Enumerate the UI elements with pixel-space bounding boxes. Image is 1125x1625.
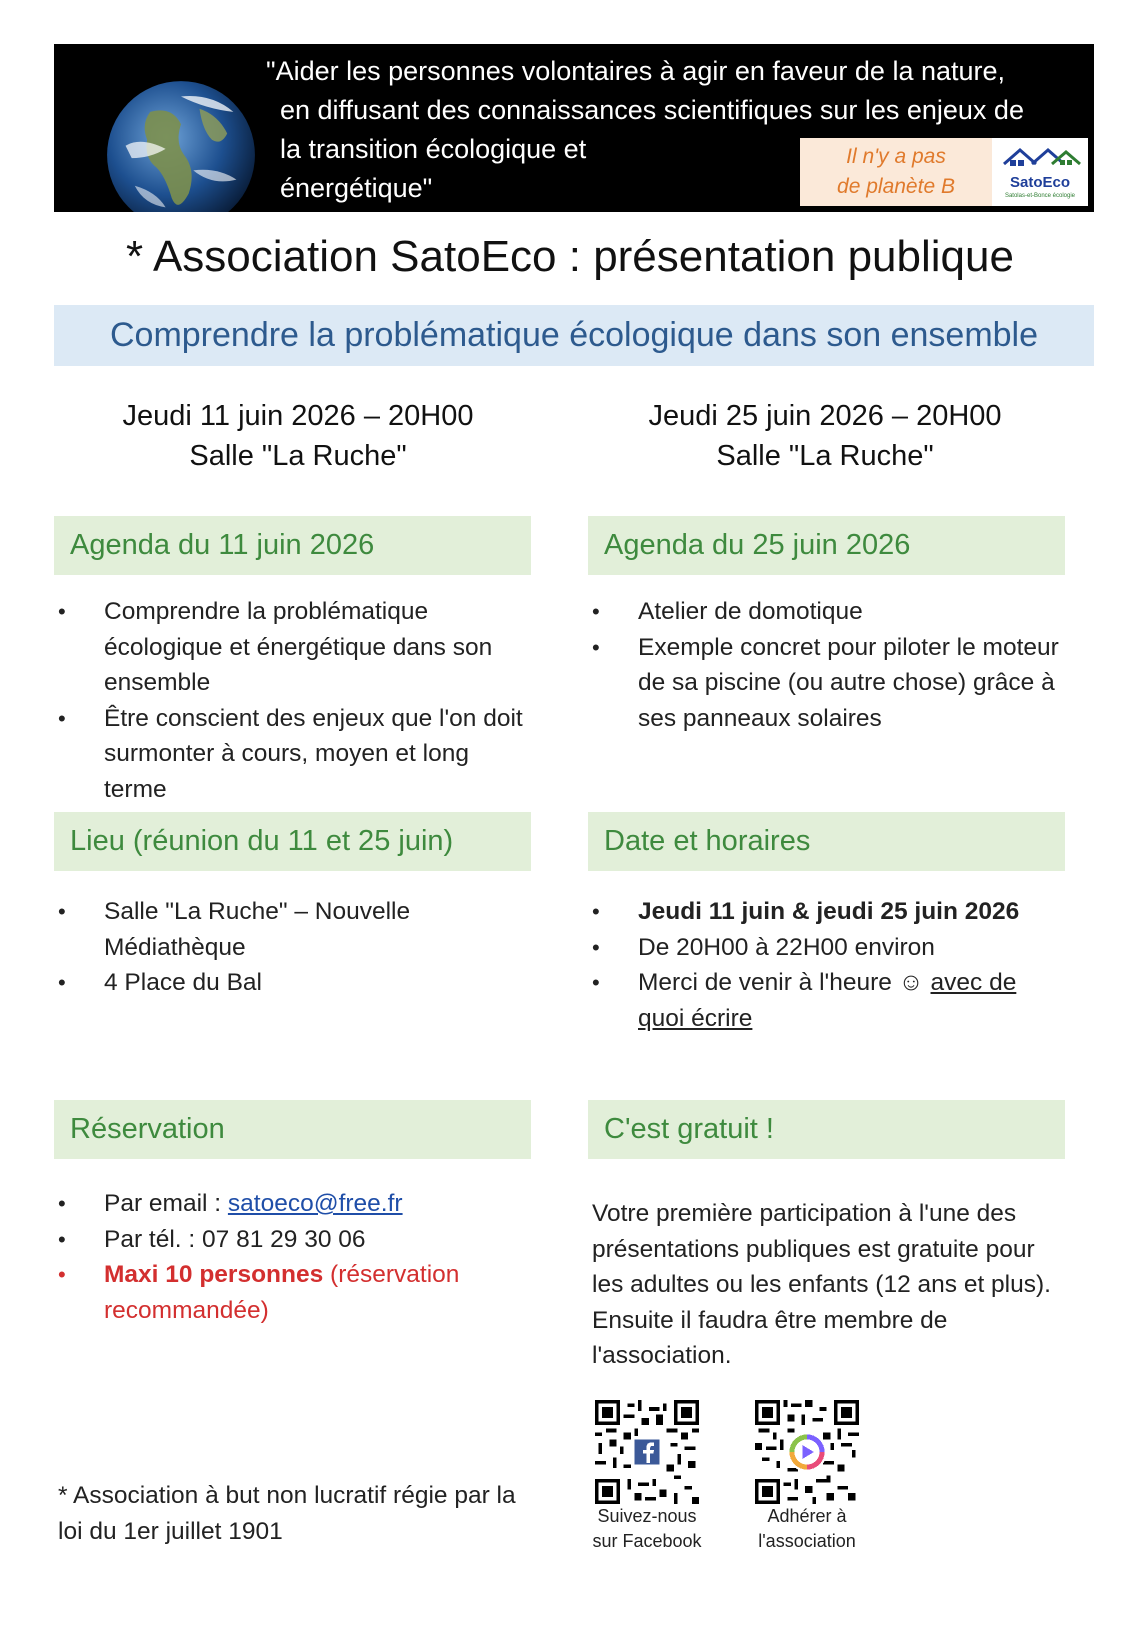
- email-label: Par email :: [104, 1190, 228, 1217]
- quote-line: "Aider les personnes volontaires à agir en faveur de la nature,: [266, 56, 1006, 86]
- agenda-11-list: [56, 594, 526, 807]
- reservation-list: [56, 1186, 526, 1328]
- list-item: [56, 1186, 526, 1222]
- event-1-heading: [48, 396, 548, 476]
- quote-line: énergétique": [280, 173, 433, 203]
- caption-line: sur Facebook: [592, 1531, 702, 1551]
- list-item-text: Merci de venir à l'heure ☺: [638, 969, 931, 996]
- bullet-icon: •: [592, 934, 600, 960]
- email-link[interactable]: satoeco@free.fr: [227, 1190, 403, 1217]
- caption-line: Adhérer à: [767, 1506, 847, 1526]
- bullet-icon: •: [58, 899, 66, 924]
- list-item: [56, 1257, 526, 1328]
- list-item: [56, 894, 526, 965]
- list-item: [56, 594, 526, 701]
- satoeco-logo: [992, 138, 1088, 206]
- page-title: * Association SatoEco : présentation publique: [126, 232, 1014, 281]
- bullet-icon: •: [58, 970, 66, 995]
- earth-globe-image: [104, 78, 258, 212]
- slogan-box: [800, 138, 992, 206]
- gratuit-text: Votre première participation à l'une des présentations publiques est gratuite pour les adultes ou les enfants (12 ans et plus). Ensuite il faudra être membre de l'association.: [592, 1200, 1051, 1369]
- reservation-note: (réservation recommandée): [104, 1261, 460, 1324]
- lieu-list: [56, 894, 526, 1001]
- event-place: Salle "La Ruche": [189, 440, 407, 472]
- list-item: [56, 701, 526, 808]
- list-item: [56, 1222, 526, 1258]
- slogan-line: Il n'y a pas: [846, 145, 946, 168]
- underlined-note: avec de quoi écrire: [638, 969, 1017, 1032]
- header-banner: [54, 44, 1094, 212]
- list-item-text: Atelier de domotique: [638, 598, 863, 625]
- footnote: * Association à but non lucratif régie par la loi du 1er juillet 1901: [58, 1482, 516, 1545]
- list-item: [590, 594, 1060, 630]
- list-item: [590, 630, 1060, 737]
- event-2-heading: [575, 396, 1075, 476]
- bullet-icon: •: [58, 1191, 66, 1216]
- section-reservation: Réservation: [54, 1100, 531, 1159]
- section-agenda-25-juin: Agenda du 25 juin 2026: [588, 516, 1065, 575]
- list-item-text: De 20H00 à 22H00 environ: [638, 933, 935, 961]
- phone-text: Par tél. : 07 81 29 30 06: [104, 1225, 366, 1253]
- list-item: [590, 930, 1060, 966]
- event-place: Salle "La Ruche": [716, 440, 934, 472]
- date-list: [590, 894, 1060, 1036]
- facebook-qr-caption: [577, 1504, 717, 1554]
- section-lieu: Lieu (réunion du 11 et 25 juin): [54, 812, 531, 871]
- subtitle-bar: Comprendre la problématique écologique dans son ensemble: [54, 305, 1094, 366]
- list-item-text: 4 Place du Bal: [104, 969, 262, 996]
- list-item-text: Exemple concret pour piloter le moteur de sa piscine (ou autre chose) grâce à ses panneaux solaires: [638, 633, 1059, 732]
- bullet-icon: •: [58, 599, 66, 624]
- list-item-text: Être conscient des enjeux que l'on doit surmonter à cours, moyen et long terme: [104, 704, 523, 803]
- quote-line: la transition écologique et: [280, 134, 587, 164]
- adhesion-qr-caption: [737, 1504, 877, 1554]
- facebook-qr-code[interactable]: [595, 1400, 699, 1504]
- section-agenda-11-juin: Agenda du 11 juin 2026: [54, 516, 531, 575]
- max-people-text: Maxi 10 personnes: [104, 1261, 324, 1288]
- bullet-icon: •: [58, 705, 66, 731]
- caption-line: l'association: [758, 1531, 856, 1551]
- caption-line: Suivez-nous: [597, 1506, 697, 1526]
- list-item: [590, 965, 1060, 1036]
- bullet-icon: •: [58, 1262, 66, 1287]
- bullet-icon: •: [592, 970, 600, 995]
- adhesion-qr-code[interactable]: [755, 1400, 859, 1504]
- bullet-icon: •: [592, 599, 600, 624]
- bullet-icon: •: [58, 1226, 66, 1252]
- agenda-25-list: [590, 594, 1060, 736]
- event-date: Jeudi 25 juin 2026 – 20H00: [648, 400, 1002, 432]
- list-item-text: Salle "La Ruche" – Nouvelle Médiathèque: [104, 898, 411, 961]
- section-date-horaires: Date et horaires: [588, 812, 1065, 871]
- quote-line: en diffusant des connaissances scientifiques sur les enjeux de: [280, 95, 1024, 125]
- list-item: [56, 965, 526, 1001]
- event-date: Jeudi 11 juin 2026 – 20H00: [122, 400, 474, 432]
- list-item-text: Jeudi 11 juin & jeudi 25 juin 2026: [638, 898, 1020, 925]
- logo-subtitle: Satolas-et-Bonce écologie: [1004, 193, 1076, 199]
- bullet-icon: •: [592, 634, 600, 660]
- section-gratuit: C'est gratuit !: [588, 1100, 1065, 1159]
- list-item-text: Comprendre la problématique écologique et énergétique dans son ensemble: [104, 598, 493, 696]
- bullet-icon: •: [592, 899, 600, 924]
- list-item: [590, 894, 1060, 930]
- logo-name: SatoEco: [1009, 174, 1070, 191]
- slogan-line: de planète B: [837, 175, 955, 198]
- houses-icon: [992, 140, 1088, 176]
